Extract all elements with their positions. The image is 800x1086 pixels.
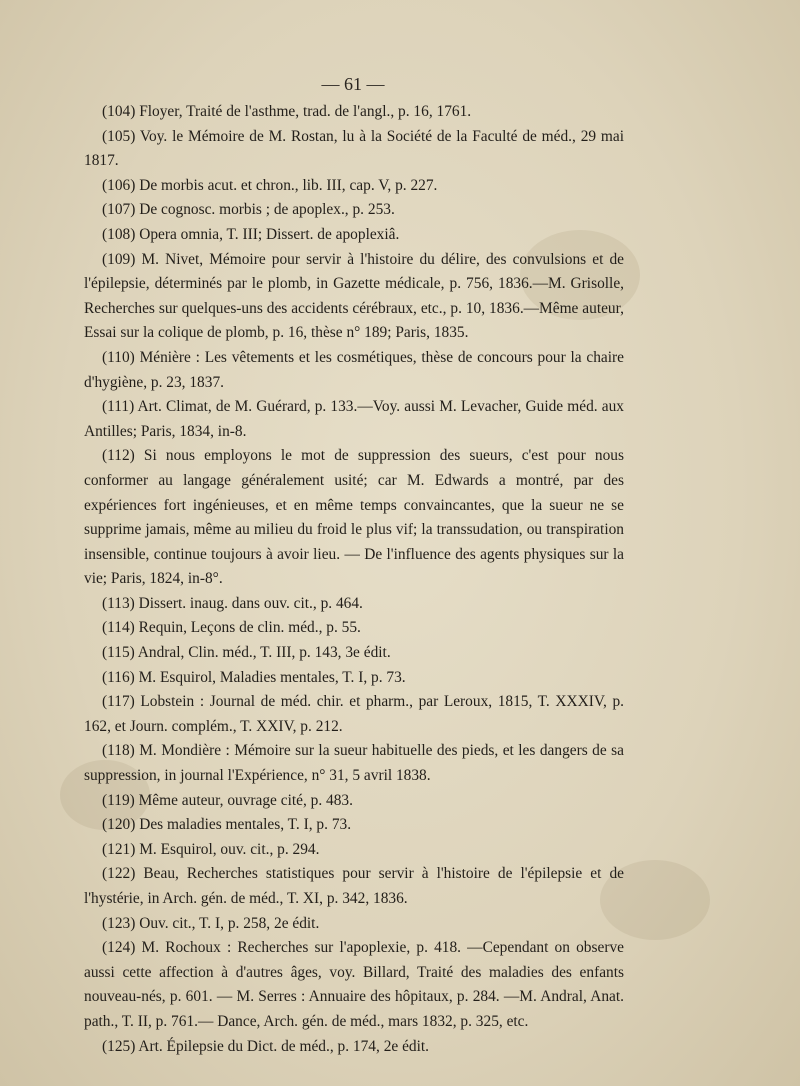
footnote-text: De morbis acut. et chron., lib. III, cap. V, p. 227. bbox=[139, 176, 438, 194]
footnote-text: Andral, Clin. méd., T. III, p. 143, 3e édit. bbox=[137, 644, 391, 662]
footnote-number: (106) bbox=[102, 176, 136, 194]
footnote-number: (111) bbox=[102, 398, 135, 416]
footnote-number: (118) bbox=[102, 742, 135, 760]
footnote bbox=[84, 666, 624, 691]
footnote-text: De cognosc. morbis ; de apoplex., p. 253. bbox=[139, 201, 395, 219]
footnote bbox=[84, 444, 624, 592]
footnote bbox=[84, 813, 624, 838]
footnote-number: (119) bbox=[102, 791, 135, 809]
footnote bbox=[84, 592, 624, 617]
footnote bbox=[84, 641, 624, 666]
footnote bbox=[84, 395, 624, 444]
footnote-text: Requin, Leçons de clin. méd., p. 55. bbox=[138, 619, 361, 637]
footnote-text: Lobstein : Journal de méd. chir. et pharm., par Leroux, 1815, T. XXXIV, p. 162, et Journ. complém., T. XXIV, p. 212. bbox=[84, 693, 624, 735]
footnote-number: (113) bbox=[102, 594, 135, 612]
footnote-text: Opera omnia, T. III; Dissert. de apoplexiâ. bbox=[139, 225, 400, 243]
footnote-number: (110) bbox=[102, 348, 135, 366]
footnote-number: (112) bbox=[102, 447, 135, 465]
footnote-text: M. Nivet, Mémoire pour servir à l'histoire du délire, des convulsions et de l'épilepsie, déterminés par le plomb, in Gazette médicale, p. 756, 1836.—M. Grisolle, Recherches sur quelques-uns des accidents cérébraux, etc., p. 10, 1836.—Même auteur, Essai sur la colique de plomb, p. 16, thèse n° 189; Paris, 1835. bbox=[84, 250, 624, 342]
footnote bbox=[84, 936, 624, 1034]
footnote-number: (122) bbox=[102, 865, 136, 883]
footnote-number: (117) bbox=[102, 693, 135, 711]
footnote-number: (107) bbox=[102, 201, 136, 219]
footnote-number: (108) bbox=[102, 225, 136, 243]
footnote bbox=[84, 100, 624, 125]
footnote bbox=[84, 223, 624, 248]
footnote-number: (114) bbox=[102, 619, 135, 637]
footnote bbox=[84, 912, 624, 937]
footnote-text: M. Rochoux : Recherches sur l'apoplexie, p. 418. —Cependant on observe aussi cette affection à d'autres âges, voy. Billard, Traité des maladies des enfants nouveau-nés, p. 601. — M. Serres : Annuaire des hôpitaux, p. 284. —M. Andral, Anat. path., T. II, p. 761.— Dance, Arch. gén. de méd., mars 1832, p. 325, etc. bbox=[84, 939, 624, 1030]
footnote-number: (104) bbox=[102, 103, 136, 120]
footnote bbox=[84, 125, 624, 174]
footnote-text: Dissert. inaug. dans ouv. cit., p. 464. bbox=[138, 594, 363, 612]
footnote-text: Art. Climat, de M. Guérard, p. 133.—Voy. aussi M. Levacher, Guide méd. aux Antilles; Paris, 1834, in-8. bbox=[84, 398, 624, 440]
footnote bbox=[84, 1035, 624, 1060]
footnote-text: Floyer, Traité de l'asthme, trad. de l'angl., p. 16, 1761. bbox=[139, 103, 472, 120]
footnote-number: (125) bbox=[102, 1037, 136, 1055]
footnote-text: M. Mondière : Mémoire sur la sueur habituelle des pieds, et les dangers de sa suppression, in journal l'Expérience, n° 31, 5 avril 1838. bbox=[84, 742, 624, 785]
footnote-text: Beau, Recherches statistiques pour servir à l'histoire de l'épilepsie et de l'hystérie, in Arch. gén. de méd., T. XI, p. 342, 1836. bbox=[84, 865, 624, 907]
footnote bbox=[84, 739, 624, 788]
footnote bbox=[84, 838, 624, 863]
footnote-number: (123) bbox=[102, 914, 136, 932]
footnote bbox=[84, 862, 624, 911]
footnote-number: (121) bbox=[102, 840, 136, 858]
footnote-number: (116) bbox=[102, 668, 135, 686]
footnote-text: M. Esquirol, Maladies mentales, T. I, p. 73. bbox=[138, 668, 406, 686]
footnote bbox=[84, 174, 624, 199]
footnote-list bbox=[84, 100, 624, 1059]
footnote-number: (105) bbox=[102, 127, 136, 145]
footnote bbox=[84, 690, 624, 739]
footnote-text: Voy. le Mémoire de M. Rostan, lu à la Société de la Faculté de méd., 29 mai 1817. bbox=[84, 127, 624, 170]
footnote-text: Même auteur, ouvrage cité, p. 483. bbox=[138, 791, 353, 809]
footnote-text: Art. Épilepsie du Dict. de méd., p. 174, 2e édit. bbox=[138, 1037, 429, 1055]
footnote-number: (109) bbox=[102, 250, 136, 268]
footnote bbox=[84, 346, 624, 395]
footnote-text: Ménière : Les vêtements et les cosmétiques, thèse de concours pour la chaire d'hygiène, p. 23, 1837. bbox=[84, 348, 624, 391]
footnote-number: (124) bbox=[102, 939, 136, 957]
footnote-number: (120) bbox=[102, 816, 136, 834]
page-number: — 61 — bbox=[321, 74, 385, 94]
footnote-text: Ouv. cit., T. I, p. 258, 2e édit. bbox=[139, 914, 320, 932]
footnote-text: Des maladies mentales, T. I, p. 73. bbox=[139, 816, 352, 834]
footnote-number: (115) bbox=[102, 644, 135, 662]
footnote bbox=[84, 248, 624, 346]
footnote-text: M. Esquirol, ouv. cit., p. 294. bbox=[139, 840, 320, 858]
footnote bbox=[84, 789, 624, 814]
footnote-text: Si nous employons le mot de suppression des sueurs, c'est pour nous conformer au langage généralement usité; car M. Edwards a montré, par des expériences fort ingénieuses, et en même temps convaincantes, que la sueur ne se supprime jamais, même au milieu du froid le plus vif; la transsudation, ou transpiration insensible, continue toujours à avoir lieu. — De l'influence des agents physiques sur la vie; Paris, 1824, in-8°. bbox=[84, 447, 624, 588]
footnote bbox=[84, 616, 624, 641]
footnote bbox=[84, 198, 624, 223]
